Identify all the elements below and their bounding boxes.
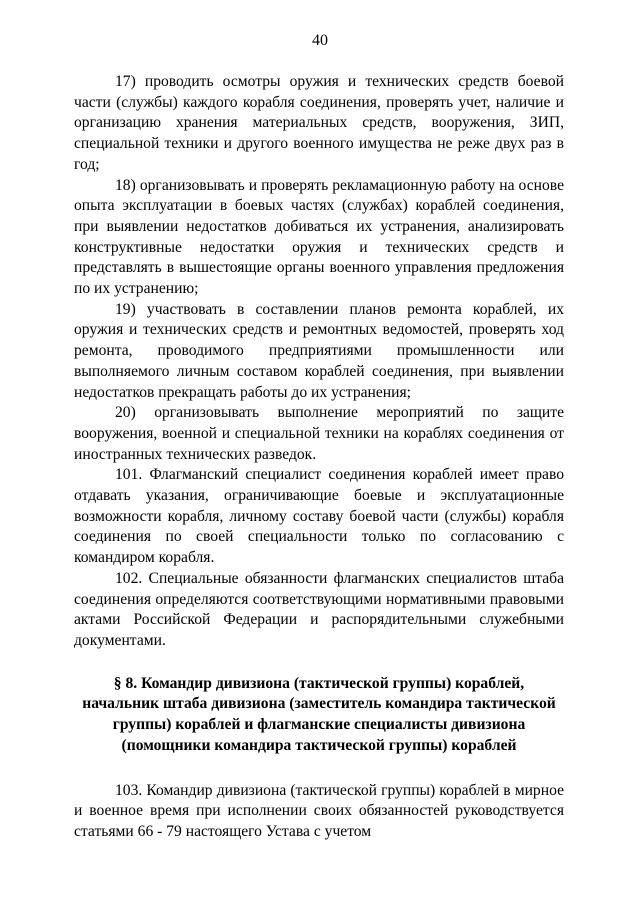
paragraph-item-19: 19) участвовать в составлении планов ремонта кораблей, их оружия и технических средств и ремонтных ведомостей, проверять ход ремонта, проводимого предприятиями промышленности или выполняемого личным составом кораблей соединения, при выявлении недостатков прекращать работы до их устранения; xyxy=(74,300,564,401)
paragraph-item-18: 18) организовывать и проверять рекламационную работу на основе опыта эксплуатации в боевых частях (службах) кораблей соединения, при выявлении недостатков добиваться их устранения, анализировать конструктивные недостатки оружия и технических средств и представлять в вышестоящие органы военного управления предложения по их устранению; xyxy=(74,176,564,298)
paragraph-article-102: 102. Специальные обязанности флагманских специалистов штаба соединения определяются соответствующими нормативными правовыми актами Российской Федерации и распорядительными служебными документами. xyxy=(74,569,564,649)
paragraph-item-17: 17) проводить осмотры оружия и технических средств боевой части (службы) каждого корабля соединения, проверять учет, наличие и организацию хранения материальных средств, вооружения, ЗИП, специальной техники и другого военного имущества не реже двух раз в год; xyxy=(74,73,564,173)
paragraph-article-101: 101. Флагманский специалист соединения кораблей имеет право отдавать указания, ограничивающие боевые и эксплуатационные возможности корабля, личному составу боевой части (службы) корабля соединения по своей специальности только по согласованию с командиром корабля. xyxy=(74,466,564,567)
page-number: 40 xyxy=(312,32,328,49)
paragraph-item-20: 20) организовывать выполнение мероприятий по защите вооружения, военной и специальной техники на кораблях соединения от иностранных технических разведок. xyxy=(74,404,564,463)
document-body xyxy=(74,72,564,843)
paragraph-article-103: 103. Командир дивизиона (тактической группы) кораблей в мирное и военное время при исполнении своих обязанностей руководствуется статьями 66 - 79 настоящего Устава с учетом xyxy=(74,781,564,840)
section-heading: § 8. Командир дивизиона (тактической группы) кораблей, начальник штаба дивизиона (заместитель командира тактической группы) кораблей и флагманские специалисты дивизиона (помощники командира тактической группы) кораблей xyxy=(82,674,556,754)
